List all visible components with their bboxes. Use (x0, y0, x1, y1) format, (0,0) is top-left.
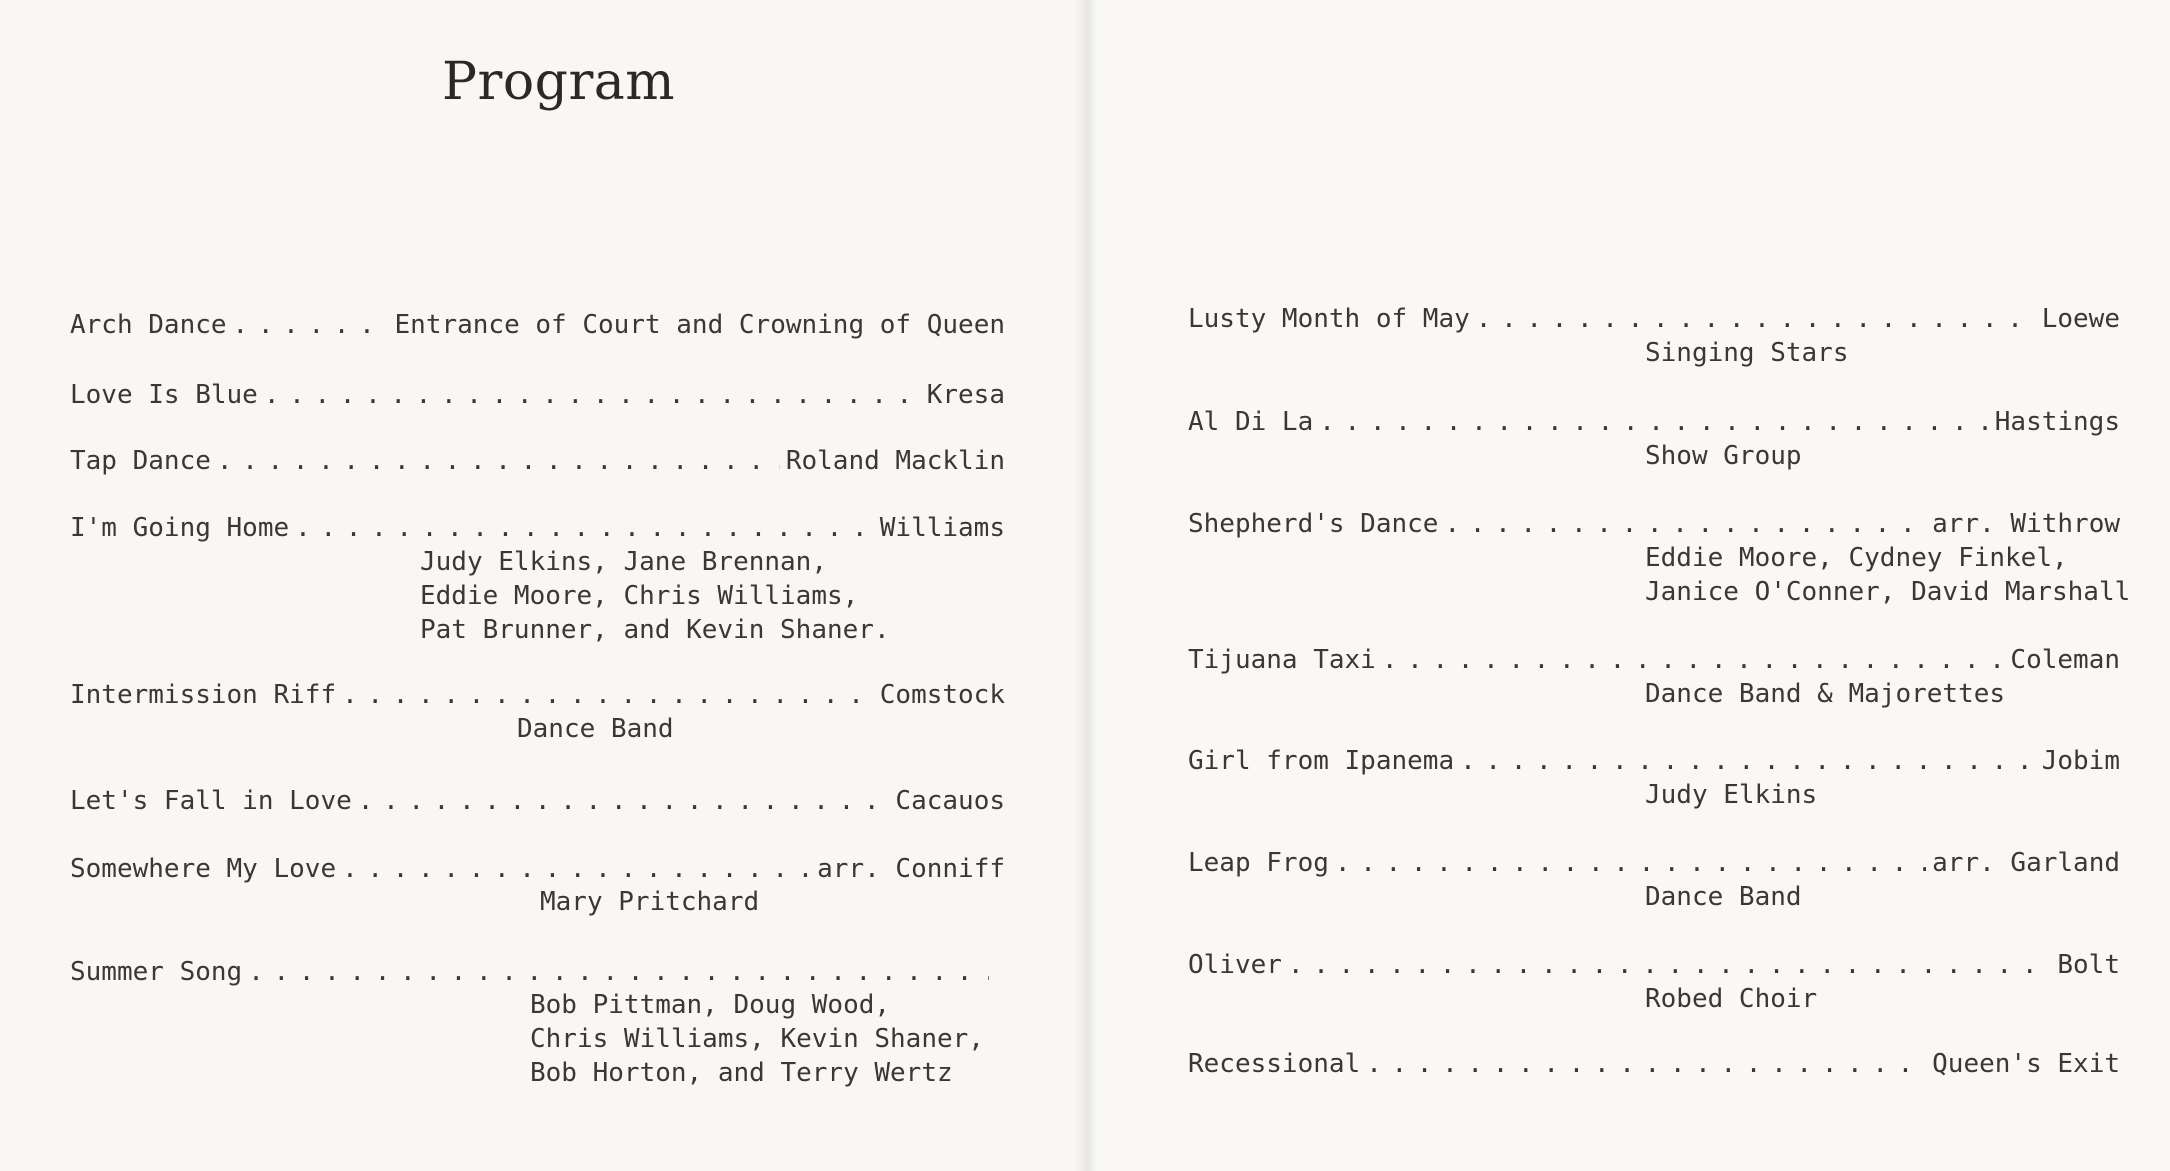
performer-line: Mary Pritchard (540, 887, 760, 917)
performer-line: Bob Horton, and Terry Wertz (530, 1058, 953, 1088)
entry-title: Intermission Riff (70, 680, 337, 710)
entry-credit: Jobim (2041, 746, 2120, 776)
entry-credit: Cacauos (895, 786, 1005, 816)
entry-title: Al Di La (1188, 407, 1314, 437)
entry-title: Summer Song (70, 957, 243, 987)
program-entry (1188, 846, 2120, 880)
entry-performers (540, 885, 759, 919)
entry-title: Girl from Ipanema (1188, 746, 1455, 776)
dot-leader (264, 378, 921, 412)
entry-performers (1645, 880, 1802, 914)
entry-title: Arch Dance (70, 310, 227, 340)
entry-performers (1645, 778, 1817, 812)
entry-title: Leap Frog (1188, 848, 1329, 878)
dot-leader (342, 852, 811, 886)
entry-performers (420, 545, 890, 647)
entry-title: Oliver (1188, 950, 1282, 980)
dot-leader (217, 444, 780, 478)
entry-credit: Williams (879, 513, 1005, 543)
entry-credit: Queen's Exit (1932, 1049, 2120, 1079)
dot-leader (248, 955, 989, 989)
entry-performers (1645, 541, 2130, 609)
entry-credit: Bolt (2057, 950, 2120, 980)
program-entry (70, 378, 1005, 412)
dot-leader (233, 308, 389, 342)
performer-line: Eddie Moore, Cydney Finkel, (1645, 543, 2068, 573)
entry-title: Love Is Blue (70, 380, 258, 410)
entry-credit: Entrance of Court and Crowning of Queen (394, 310, 1005, 340)
entry-credit: Coleman (2010, 645, 2120, 675)
performer-line: Eddie Moore, Chris Williams, (420, 581, 859, 611)
program-entry (1188, 405, 2120, 439)
dot-leader (1382, 643, 2005, 677)
performer-line: Dance Band & Majorettes (1645, 679, 2006, 709)
entry-title: Lusty Month of May (1188, 304, 1470, 334)
dot-leader (1460, 744, 2036, 778)
program-entry (1188, 302, 2120, 336)
performer-line: Dance Band (517, 714, 674, 744)
performer-line: Bob Pittman, Doug Wood, (530, 990, 891, 1020)
dot-leader (358, 784, 890, 818)
dot-leader (295, 511, 874, 545)
program-entry (70, 852, 1005, 886)
dot-leader (1335, 846, 1926, 880)
program-entry (1188, 948, 2120, 982)
entry-title: Shepherd's Dance (1188, 509, 1439, 539)
entry-credit: Comstock (879, 680, 1005, 710)
program-entry (70, 678, 1005, 712)
entry-credit: arr. Garland (1932, 848, 2120, 878)
entry-title: Somewhere My Love (70, 854, 337, 884)
entry-performers (1645, 677, 2005, 711)
performer-line: Judy Elkins (1645, 780, 1818, 810)
performer-line: Robed Choir (1645, 984, 1818, 1014)
dot-leader (342, 678, 874, 712)
entry-title: Let's Fall in Love (70, 786, 352, 816)
entry-credit: Roland Macklin (785, 446, 1005, 476)
entry-credit: Hastings (1994, 407, 2120, 437)
entry-credit: Loewe (2041, 304, 2120, 334)
program-entry (70, 784, 1005, 818)
program-entry (70, 308, 1005, 342)
program-entry (70, 444, 1005, 478)
performer-line: Dance Band (1645, 882, 1802, 912)
entry-title: I'm Going Home (70, 513, 290, 543)
entry-performers (1645, 982, 1817, 1016)
entry-credit: arr. Withrow (1932, 509, 2120, 539)
performer-line: Show Group (1645, 441, 1802, 471)
entry-performers (1645, 439, 1802, 473)
program-entry (1188, 643, 2120, 677)
entry-title: Recessional (1188, 1049, 1361, 1079)
entry-performers (1645, 336, 1849, 370)
program-entry (70, 955, 995, 989)
book-spine (1075, 0, 1097, 1171)
program-entry (1188, 507, 2120, 541)
entry-performers (530, 988, 984, 1090)
entry-credit: arr. Conniff (817, 854, 1005, 884)
program-entry (1188, 744, 2120, 778)
dot-leader (1444, 507, 1926, 541)
program-entry (70, 511, 1005, 545)
performer-line: Singing Stars (1645, 338, 1849, 368)
dot-leader (1288, 948, 2051, 982)
dot-leader (1319, 405, 1989, 439)
performer-line: Judy Elkins, Jane Brennan, (420, 547, 827, 577)
dot-leader (1476, 302, 2036, 336)
performer-line: Janice O'Conner, David Marshall (1645, 577, 2131, 607)
performer-line: Chris Williams, Kevin Shaner, (530, 1024, 984, 1054)
page-title: Program (442, 52, 676, 112)
entry-title: Tap Dance (70, 446, 211, 476)
performer-line: Pat Brunner, and Kevin Shaner. (420, 615, 890, 645)
dot-leader (1366, 1047, 1926, 1081)
entry-credit: Kresa (926, 380, 1005, 410)
entry-title: Tijuana Taxi (1188, 645, 1376, 675)
entry-performers (517, 712, 674, 746)
program-entry (1188, 1047, 2120, 1081)
